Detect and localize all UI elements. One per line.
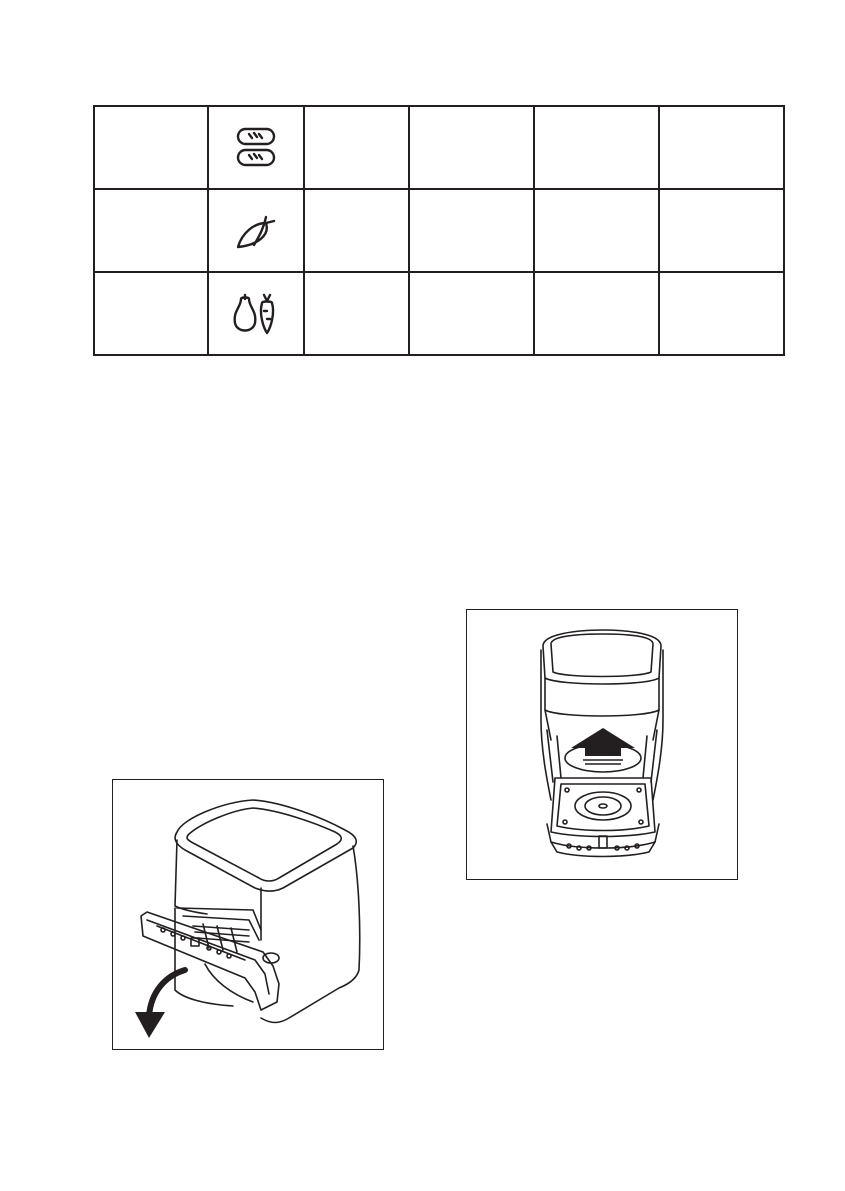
row-label [94, 272, 208, 355]
figure-insert-tray [466, 609, 738, 880]
table-cell [409, 189, 534, 272]
table-cell [659, 189, 784, 272]
vegetables-icon [208, 272, 304, 355]
air-fryer-tray-insert-arrow-icon [467, 610, 737, 879]
program-table [93, 105, 785, 356]
bread-icon [208, 106, 304, 189]
figure-open-door [112, 779, 384, 1050]
row-label [94, 189, 208, 272]
table-cell [304, 189, 409, 272]
table-cell [659, 272, 784, 355]
table-cell [534, 106, 659, 189]
table-cell [304, 272, 409, 355]
air-fryer-door-open-arrow-icon [113, 780, 383, 1049]
fish-icon [208, 189, 304, 272]
table-row-vegetables [94, 272, 784, 355]
table-row-bread [94, 106, 784, 189]
table-row-fish [94, 189, 784, 272]
table-cell [409, 272, 534, 355]
table-cell [534, 272, 659, 355]
row-label [94, 106, 208, 189]
table-cell [659, 106, 784, 189]
table-cell [304, 106, 409, 189]
table-cell [409, 106, 534, 189]
table-cell [534, 189, 659, 272]
